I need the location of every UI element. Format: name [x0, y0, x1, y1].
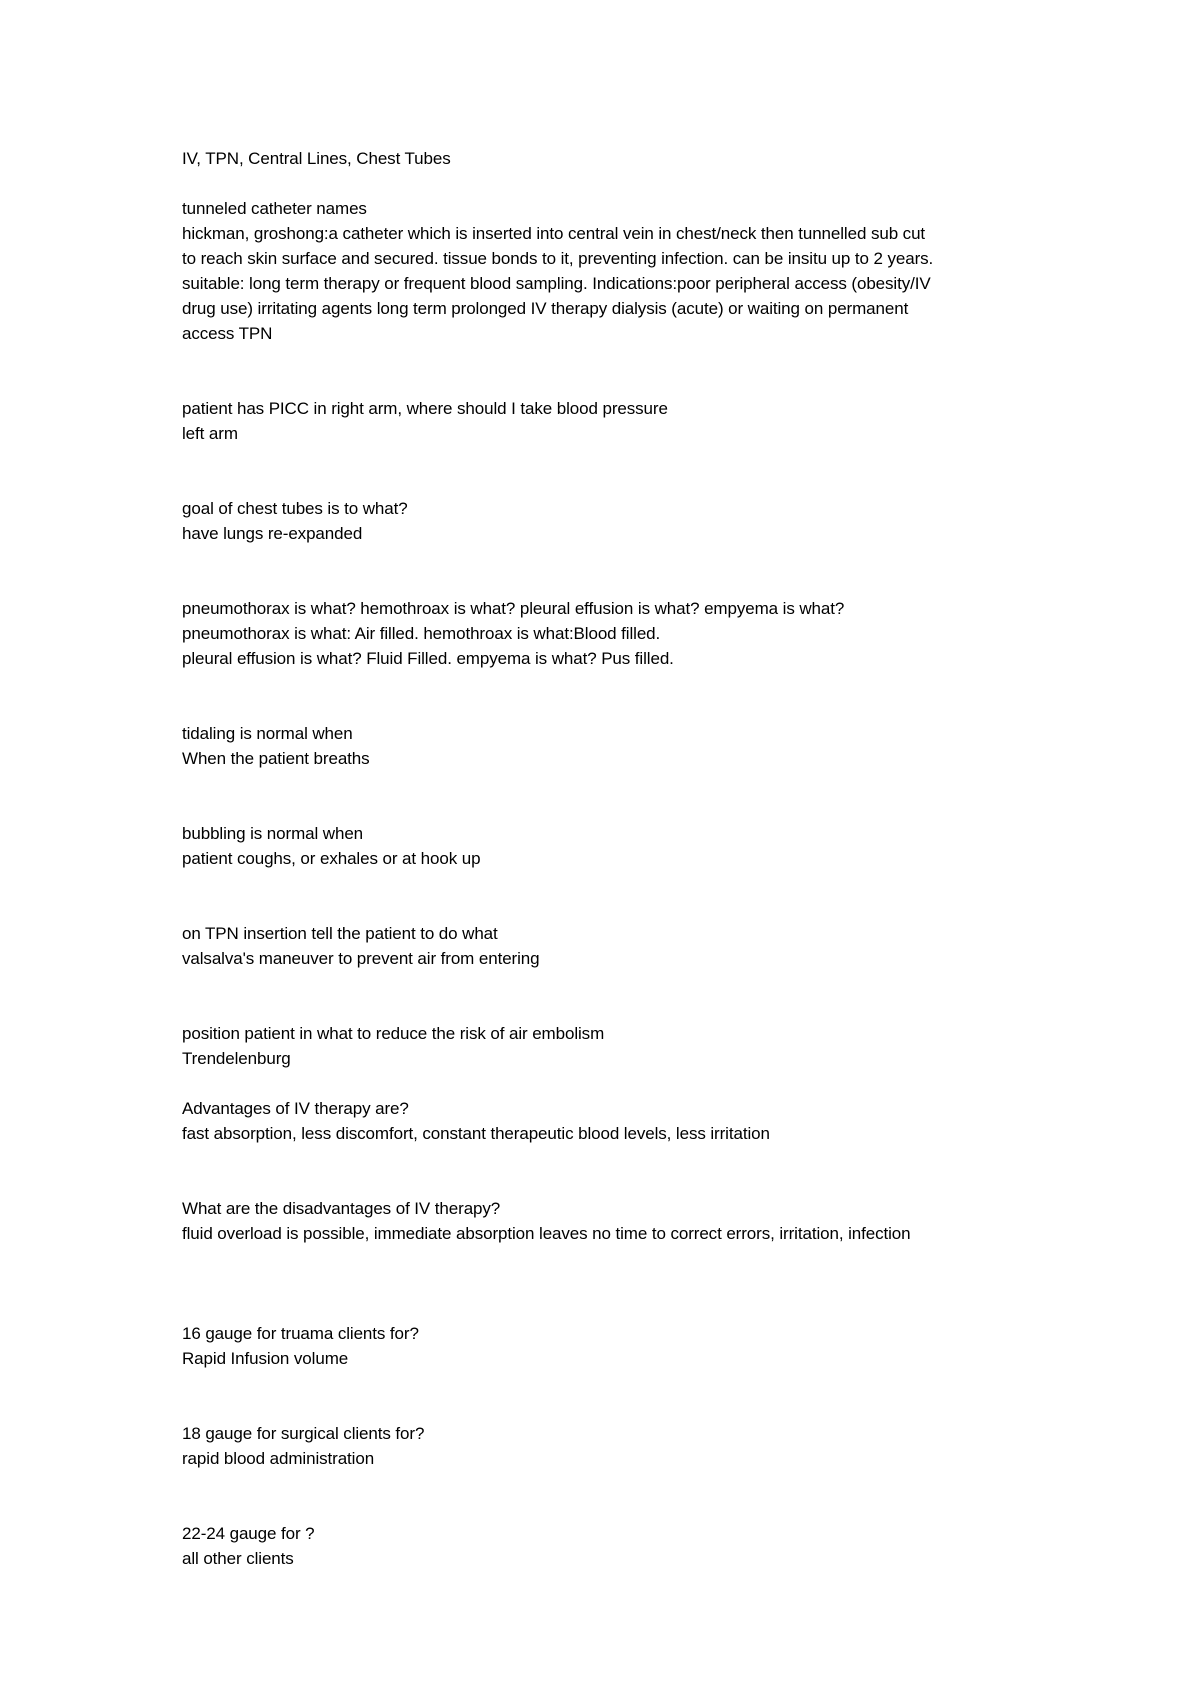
- flashcard-question: 16 gauge for truama clients for?: [182, 1324, 419, 1343]
- flashcard-answer-line: access TPN: [182, 324, 273, 343]
- flashcard-question: bubbling is normal when: [182, 824, 364, 843]
- spacer: [182, 1296, 1082, 1321]
- spacer: [182, 571, 1082, 596]
- spacer: [182, 971, 1082, 996]
- flashcard-answer-line: valsalva's maneuver to prevent air from entering: [182, 949, 540, 968]
- spacer: [182, 871, 1082, 896]
- flashcard-answer-line: to reach skin surface and secured. tissue bonds to it, preventing infection. can be insitu up to 2 years.: [182, 249, 934, 268]
- spacer: [182, 546, 1082, 571]
- spacer: [182, 471, 1082, 496]
- flashcard-question: position patient in what to reduce the risk of air embolism: [182, 1024, 605, 1043]
- flashcard-answer-line: Trendelenburg: [182, 1049, 291, 1068]
- spacer: [182, 1071, 1082, 1096]
- spacer: [182, 671, 1082, 696]
- flashcard-answer-line: left arm: [182, 424, 238, 443]
- flashcard-answer-line: rapid blood administration: [182, 1449, 375, 1468]
- flashcard-answer-line: pleural effusion is what? Fluid Filled. empyema is what? Pus filled.: [182, 649, 674, 668]
- flashcard: [182, 921, 1082, 1021]
- flashcard-question: patient has PICC in right arm, where should I take blood pressure: [182, 399, 668, 418]
- flashcard-question: on TPN insertion tell the patient to do what: [182, 924, 498, 943]
- spacer: [182, 371, 1082, 396]
- flashcard-answer-line: drug use) irritating agents long term prolonged IV therapy dialysis (acute) or waiting on permanent: [182, 299, 909, 318]
- spacer: [182, 1496, 1082, 1521]
- flashcard: [182, 1021, 1082, 1096]
- flashcard-answer-line: When the patient breaths: [182, 749, 370, 768]
- spacer: [182, 796, 1082, 821]
- flashcard-question: Advantages of IV therapy are?: [182, 1099, 409, 1118]
- flashcard-answer-line: all other clients: [182, 1549, 294, 1568]
- spacer: [182, 1246, 1082, 1271]
- spacer: [182, 171, 1082, 196]
- flashcard-question: pneumothorax is what? hemothroax is what? pleural effusion is what? empyema is what?: [182, 599, 845, 618]
- spacer: [182, 771, 1082, 796]
- flashcard: [182, 196, 1082, 396]
- spacer: [182, 1171, 1082, 1196]
- flashcard-answer-line: Rapid Infusion volume: [182, 1349, 349, 1368]
- flashcard: [182, 496, 1082, 596]
- flashcard-answer-line: hickman, groshong:a catheter which is inserted into central vein in chest/neck then tunnelled sub cut: [182, 224, 926, 243]
- flashcard-list: [182, 196, 1082, 1571]
- flashcard: [182, 396, 1082, 496]
- flashcard: [182, 821, 1082, 921]
- flashcard: [182, 721, 1082, 821]
- flashcard-answer-line: fluid overload is possible, immediate absorption leaves no time to correct errors, irritation, infection: [182, 1224, 911, 1243]
- spacer: [182, 1271, 1082, 1296]
- spacer: [182, 346, 1082, 371]
- flashcard: [182, 1321, 1082, 1421]
- flashcard-question: tidaling is normal when: [182, 724, 353, 743]
- flashcard: [182, 1196, 1082, 1321]
- flashcard-answer-line: suitable: long term therapy or frequent blood sampling. Indications:poor peripheral access (obesity/IV: [182, 274, 931, 293]
- flashcard-question: tunneled catheter names: [182, 199, 367, 218]
- spacer: [182, 1146, 1082, 1171]
- flashcard: [182, 596, 1082, 721]
- spacer: [182, 1396, 1082, 1421]
- spacer: [182, 1471, 1082, 1496]
- flashcard-question: goal of chest tubes is to what?: [182, 499, 408, 518]
- flashcard-question: 22-24 gauge for ?: [182, 1524, 315, 1543]
- flashcard-question: 18 gauge for surgical clients for?: [182, 1424, 425, 1443]
- spacer: [182, 696, 1082, 721]
- document-title: IV, TPN, Central Lines, Chest Tubes: [182, 149, 451, 168]
- flashcard-answer-line: fast absorption, less discomfort, constant therapeutic blood levels, less irritation: [182, 1124, 770, 1143]
- flashcard-question: What are the disadvantages of IV therapy?: [182, 1199, 501, 1218]
- flashcard-answer-line: have lungs re-expanded: [182, 524, 363, 543]
- spacer: [182, 446, 1082, 471]
- spacer: [182, 896, 1082, 921]
- flashcard-answer-line: patient coughs, or exhales or at hook up: [182, 849, 481, 868]
- document-content: [182, 146, 1082, 1571]
- flashcard: [182, 1421, 1082, 1521]
- flashcard-answer-line: pneumothorax is what: Air filled. hemothroax is what:Blood filled.: [182, 624, 661, 643]
- flashcard: [182, 1521, 1082, 1571]
- flashcard: [182, 1096, 1082, 1196]
- spacer: [182, 1371, 1082, 1396]
- spacer: [182, 996, 1082, 1021]
